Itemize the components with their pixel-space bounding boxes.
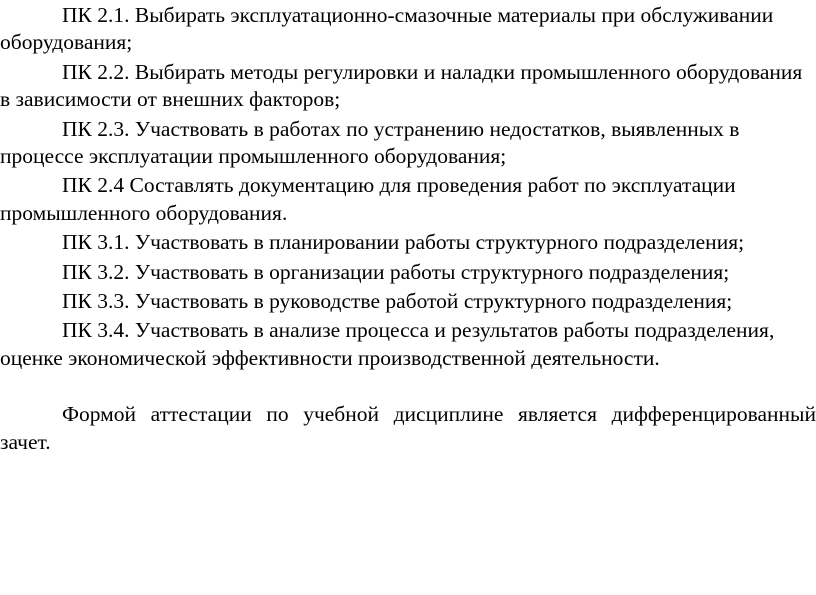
competency-pk-2-4: ПК 2.4 Составлять документацию для проведения работ по эксплуатации промышленного оборудования.	[0, 173, 736, 225]
competency-pk-3-4: ПК 3.4. Участвовать в анализе процесса и результатов работы подразделения, оценке экономической эффективности производственной деятельности.	[0, 318, 775, 370]
competency-pk-3-2: ПК 3.2. Участвовать в организации работы структурного подразделения;	[62, 259, 730, 284]
attestation-form-paragraph: Формой аттестации по учебной дисциплине является дифференцированный зачет.	[0, 402, 816, 454]
competency-pk-3-3: ПК 3.3. Участвовать в руководстве работой структурного подразделения;	[62, 289, 733, 314]
paragraph-spacer	[0, 372, 816, 399]
competency-pk-2-1: ПК 2.1. Выбирать эксплуатационно-смазочные материалы при обслуживании оборудования;	[0, 3, 774, 55]
competency-pk-3-1: ПК 3.1. Участвовать в планировании работы структурного подразделения;	[62, 230, 745, 255]
competency-pk-2-2: ПК 2.2. Выбирать методы регулировки и наладки промышленного оборудования в зависимости от внешних факторов;	[0, 59, 803, 112]
competency-pk-2-3: ПК 2.3. Участвовать в работах по устранению недостатков, выявленных в процессе эксплуатации промышленного оборудования;	[0, 116, 740, 169]
